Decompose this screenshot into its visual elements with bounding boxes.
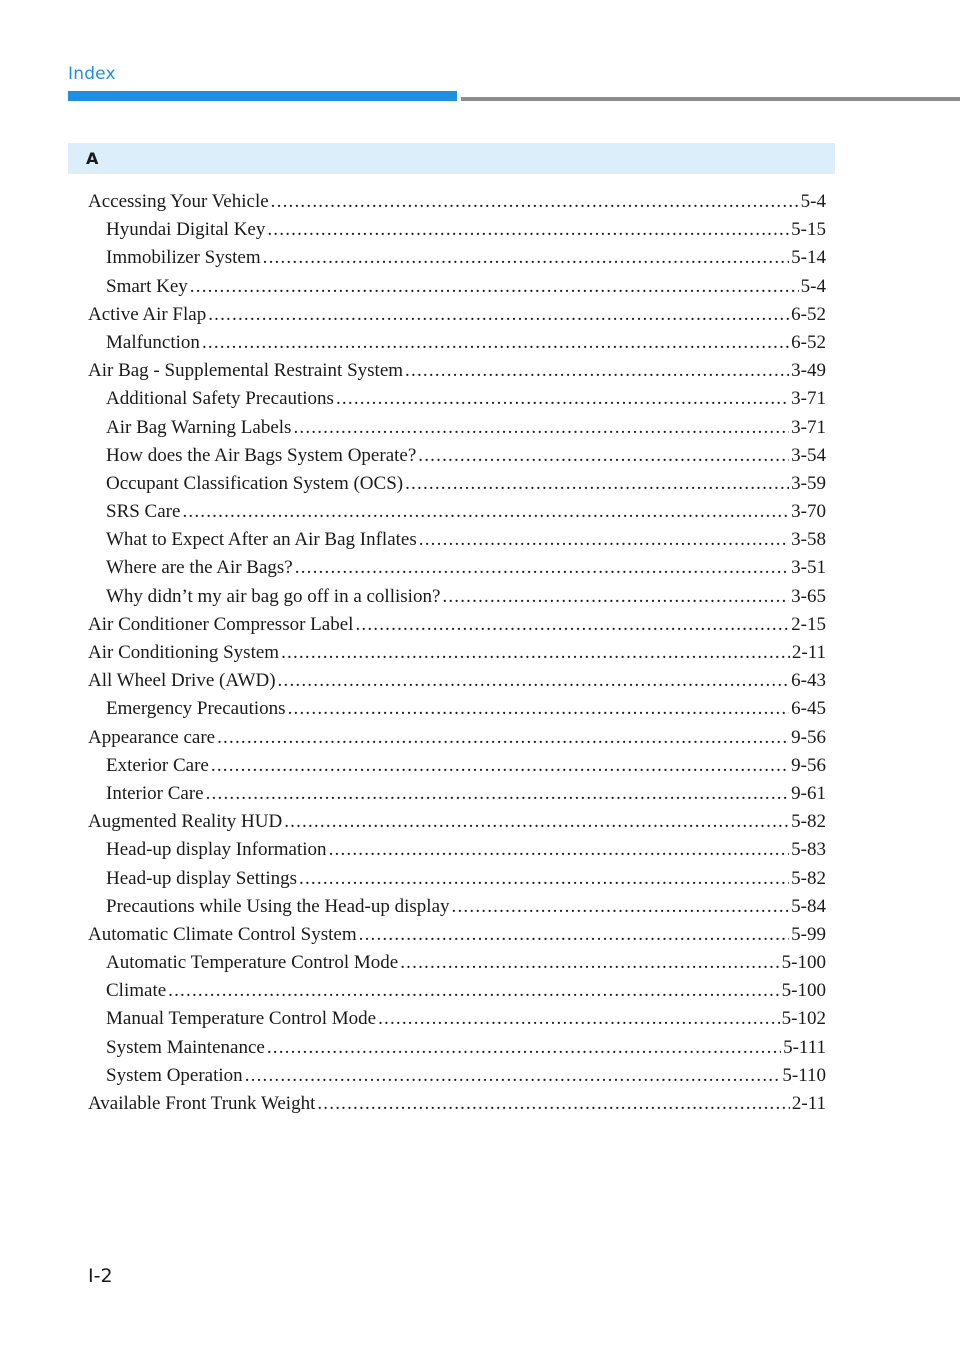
index-entry-label: Air Conditioner Compressor Label xyxy=(88,613,354,635)
index-entry-page: 5-15 xyxy=(791,219,826,241)
index-entry[interactable] xyxy=(88,667,826,695)
index-entry-page: 2-11 xyxy=(791,642,826,663)
index-subentry[interactable] xyxy=(88,244,826,272)
index-subentry[interactable] xyxy=(88,216,826,244)
index-entry-page: 5-4 xyxy=(800,275,826,297)
index-entry-page: 5-110 xyxy=(782,1064,826,1086)
dot-leader xyxy=(211,752,789,780)
index-entry-label: System Operation xyxy=(106,1064,243,1086)
dot-leader xyxy=(442,583,789,611)
index-subentry[interactable] xyxy=(88,442,826,470)
index-entry-page: 5-99 xyxy=(791,923,826,945)
index-entry-label: Automatic Temperature Control Mode xyxy=(106,952,399,974)
dot-leader xyxy=(217,724,789,752)
index-entry-label: Manual Temperature Control Mode xyxy=(106,1008,377,1030)
index-entry-list xyxy=(88,188,826,1118)
index-entry-page: 6-52 xyxy=(791,331,826,353)
index-subentry[interactable] xyxy=(88,273,826,301)
index-subentry[interactable] xyxy=(88,526,826,554)
index-entry-label: Air Conditioning System xyxy=(88,642,280,663)
index-subentry[interactable] xyxy=(88,498,826,526)
index-entry-page: 6-43 xyxy=(791,670,826,692)
dot-leader xyxy=(329,836,790,864)
dot-leader xyxy=(278,667,790,695)
index-subentry[interactable] xyxy=(88,949,826,977)
index-entry[interactable] xyxy=(88,1090,826,1118)
index-entry-page: 5-111 xyxy=(783,1036,826,1058)
index-entry-page: 9-61 xyxy=(791,782,826,804)
index-subentry[interactable] xyxy=(88,865,826,893)
index-entry[interactable] xyxy=(88,357,826,385)
index-entry-label: Precautions while Using the Head-up display xyxy=(106,895,450,917)
index-entry-label: What to Expect After an Air Bag Inflates xyxy=(106,529,417,551)
index-entry-label: Occupant Classification System (OCS) xyxy=(106,472,404,494)
index-subentry[interactable] xyxy=(88,1034,826,1062)
index-entry-label: Active Air Flap xyxy=(88,303,207,325)
index-entry-page: 5-100 xyxy=(781,952,826,974)
dot-leader xyxy=(405,357,789,385)
index-subentry[interactable] xyxy=(88,695,826,723)
index-entry-label: Head-up display Settings xyxy=(106,867,298,889)
index-entry-page: 3-70 xyxy=(791,501,826,523)
index-entry-label: Accessing Your Vehicle xyxy=(88,191,269,212)
index-entry-label: SRS Care xyxy=(106,501,181,523)
index-entry-page: 3-54 xyxy=(791,444,826,466)
index-entry-label: Smart Key xyxy=(106,275,188,297)
index-entry-label: Additional Safety Precautions xyxy=(106,388,334,410)
index-entry-page: 9-56 xyxy=(791,726,826,748)
dot-leader xyxy=(317,1090,790,1118)
dot-leader xyxy=(271,188,799,216)
index-entry-label: Climate xyxy=(106,980,167,1002)
dot-leader xyxy=(281,639,790,667)
dot-leader xyxy=(293,414,789,442)
index-entry-page: 2-15 xyxy=(791,613,826,635)
index-subentry[interactable] xyxy=(88,1005,826,1033)
index-entry-page: 5-83 xyxy=(791,839,826,861)
index-entry-page: 5-84 xyxy=(791,895,826,917)
header-rule xyxy=(461,97,960,101)
index-entry-page: 3-49 xyxy=(791,360,826,382)
section-letter: A xyxy=(86,149,99,168)
index-subentry[interactable] xyxy=(88,780,826,808)
index-entry-label: System Maintenance xyxy=(106,1036,265,1058)
index-entry[interactable] xyxy=(88,724,826,752)
dot-leader xyxy=(182,498,789,526)
dot-leader xyxy=(359,921,790,949)
dot-leader xyxy=(245,1062,781,1090)
index-subentry[interactable] xyxy=(88,893,826,921)
dot-leader xyxy=(284,808,789,836)
index-entry-label: Air Bag - Supplemental Restraint System xyxy=(88,360,404,382)
index-entry-page: 6-45 xyxy=(791,698,826,720)
section-header-band xyxy=(68,143,835,174)
dot-leader xyxy=(355,611,789,639)
dot-leader xyxy=(295,554,789,582)
header-accent-bar xyxy=(68,91,457,101)
index-entry-label: Air Bag Warning Labels xyxy=(106,416,292,438)
index-entry-page: 3-58 xyxy=(791,529,826,551)
index-entry-page: 5-4 xyxy=(800,191,826,212)
index-entry-page: 2-11 xyxy=(791,1093,826,1114)
index-entry-page: 5-100 xyxy=(781,980,826,1002)
index-entry-page: 5-102 xyxy=(781,1008,826,1030)
index-subentry[interactable] xyxy=(88,977,826,1005)
index-entry-label: Automatic Climate Control System xyxy=(88,923,357,945)
index-entry-label: Hyundai Digital Key xyxy=(106,219,266,241)
dot-leader xyxy=(288,695,790,723)
page-header-title: Index xyxy=(68,64,116,84)
index-entry-page: 5-82 xyxy=(791,811,826,833)
dot-leader xyxy=(405,470,789,498)
index-subentry[interactable] xyxy=(88,752,826,780)
dot-leader xyxy=(419,526,789,554)
index-entry-label: Augmented Reality HUD xyxy=(88,811,283,833)
index-entry-label: Available Front Trunk Weight xyxy=(88,1093,316,1114)
index-entry-page: 3-65 xyxy=(791,585,826,607)
index-subentry[interactable] xyxy=(88,329,826,357)
index-entry-label: Exterior Care xyxy=(106,754,209,776)
dot-leader xyxy=(378,1005,780,1033)
index-entry-label: All Wheel Drive (AWD) xyxy=(88,670,276,692)
index-subentry[interactable] xyxy=(88,836,826,864)
index-entry-page: 3-71 xyxy=(791,416,826,438)
index-entry-page: 3-71 xyxy=(791,388,826,410)
dot-leader xyxy=(452,893,790,921)
index-entry-page: 5-82 xyxy=(791,867,826,889)
index-entry-page: 3-59 xyxy=(791,472,826,494)
index-subentry[interactable] xyxy=(88,414,826,442)
index-entry-label: Immobilizer System xyxy=(106,247,261,269)
dot-leader xyxy=(190,273,799,301)
dot-leader xyxy=(263,244,790,272)
index-entry[interactable] xyxy=(88,301,826,329)
index-entry-page: 6-52 xyxy=(791,303,826,325)
index-entry[interactable] xyxy=(88,808,826,836)
index-entry-page: 9-56 xyxy=(791,754,826,776)
index-entry-label: Appearance care xyxy=(88,726,216,748)
index-entry-label: Emergency Precautions xyxy=(106,698,286,720)
index-entry-label: Interior Care xyxy=(106,782,204,804)
index-subentry[interactable] xyxy=(88,470,826,498)
page-number: I-2 xyxy=(88,1265,113,1287)
index-subentry[interactable] xyxy=(88,1062,826,1090)
index-entry-label: Why didn’t my air bag go off in a collision? xyxy=(106,585,441,607)
index-entry-label: Malfunction xyxy=(106,331,200,353)
index-entry[interactable] xyxy=(88,921,826,949)
index-subentry[interactable] xyxy=(88,385,826,413)
dot-leader xyxy=(418,442,789,470)
index-entry[interactable] xyxy=(88,639,826,667)
index-entry-label: How does the Air Bags System Operate? xyxy=(106,444,417,466)
dot-leader xyxy=(206,780,790,808)
index-entry-page: 3-51 xyxy=(791,557,826,579)
dot-leader xyxy=(299,865,789,893)
index-entry-label: Where are the Air Bags? xyxy=(106,557,293,579)
dot-leader xyxy=(208,301,789,329)
dot-leader xyxy=(336,385,789,413)
index-entry[interactable] xyxy=(88,188,826,216)
index-entry-label: Head-up display Information xyxy=(106,839,327,861)
dot-leader xyxy=(168,977,780,1005)
index-entry-page: 5-14 xyxy=(791,247,826,269)
dot-leader xyxy=(267,216,789,244)
dot-leader xyxy=(202,329,789,357)
index-subentry[interactable] xyxy=(88,554,826,582)
index-entry[interactable] xyxy=(88,611,826,639)
dot-leader xyxy=(267,1034,781,1062)
dot-leader xyxy=(400,949,779,977)
index-subentry[interactable] xyxy=(88,583,826,611)
